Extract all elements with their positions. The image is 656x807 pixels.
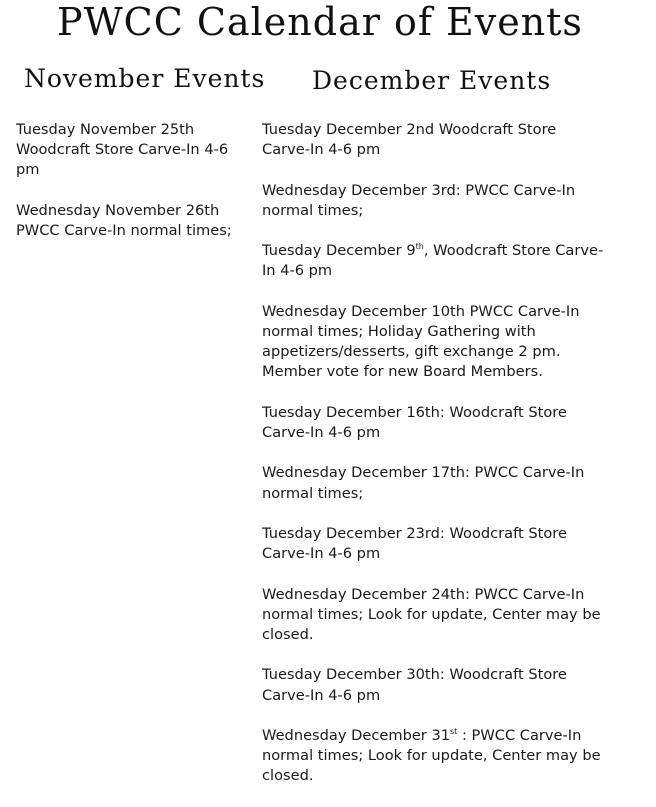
december-event: Wednesday December 24th: PWCC Carve-In normal times; Look for update, Center may be closed.	[262, 585, 601, 643]
december-event: Wednesday December 10th PWCC Carve-In normal times; Holiday Gathering with appetizers/desserts, gift exchange 2 pm. Member vote for new Board Members.	[262, 302, 580, 381]
ordinal-suffix: st	[450, 727, 458, 737]
december-event	[262, 726, 607, 787]
december-event: Tuesday December 16th: Woodcraft Store Carve-In 4-6 pm	[262, 403, 567, 441]
december-event: Tuesday December 23rd: Woodcraft Store Carve-In 4-6 pm	[262, 524, 567, 563]
event-text-start: Tuesday December 9	[262, 242, 416, 260]
event-text-start: Wednesday December 31	[262, 726, 451, 744]
november-events-list	[16, 120, 248, 261]
december-event: Tuesday December 2nd Woodcraft Store Carve-In 4-6 pm	[262, 121, 557, 159]
december-event	[262, 241, 607, 281]
november-event: Tuesday November 25th Woodcraft Store Carve-In 4-6 pm	[16, 121, 229, 179]
page-title: PWCC Calendar of Events	[57, 0, 583, 44]
december-event: Tuesday December 30th: Woodcraft Store Carve-In 4-6 pm	[262, 666, 567, 704]
december-event: Wednesday December 17th: PWCC Carve-In normal times;	[262, 464, 585, 502]
november-heading: November Events	[24, 64, 266, 93]
december-event: Wednesday December 3rd: PWCC Carve-In normal times;	[262, 181, 576, 219]
ordinal-suffix: th	[415, 242, 424, 252]
december-events-list	[262, 120, 607, 807]
event-text-end: , Woodcraft Store Carve-In 4-6 pm	[262, 242, 604, 280]
december-heading: December Events	[312, 66, 552, 95]
event-text-end: : PWCC Carve-In normal times; Look for update, Center may be closed.	[262, 726, 601, 785]
november-event: Wednesday November 26th PWCC Carve-In normal times;	[16, 201, 232, 239]
